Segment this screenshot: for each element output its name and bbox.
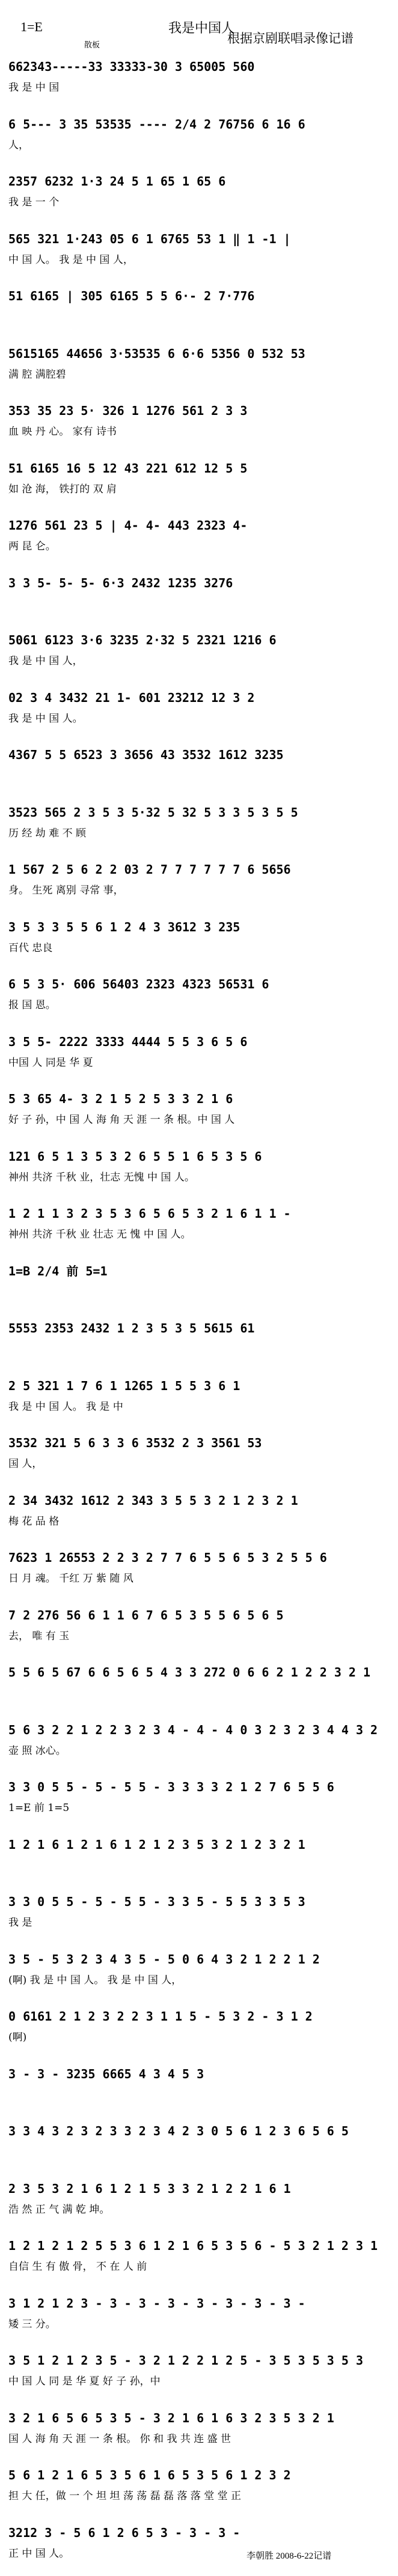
lyrics-line: (啊) 我 是 中 国 人。 我 是 中 国 人， (8, 1974, 182, 1986)
score-line (8, 1143, 390, 1200)
lyrics-line: 我 是 (8, 1917, 32, 1929)
lyrics-line: 中 国 人 同 是 华 夏 好 子 孙，中 (8, 2375, 161, 2387)
lyrics-line (8, 310, 390, 324)
lyrics-line: 矮 三 分。 (8, 2318, 56, 2330)
score-line (8, 2290, 390, 2347)
lyrics-line: 两 昆 仑。 (8, 540, 56, 552)
score-line (8, 2519, 390, 2576)
lyrics-line: 我 是 中 国 (8, 82, 60, 94)
score-line (8, 741, 390, 798)
score-line (8, 1028, 390, 1085)
lyrics-line: 我 是 中 国 人， (8, 655, 83, 667)
score-line (8, 1773, 390, 1830)
lyrics-line (8, 1285, 390, 1299)
score-line (8, 1429, 390, 1486)
score-line (8, 2003, 390, 2060)
notation-line: 7623 1 26553 2 2 3 2 7 7 6 5 5 6 5 3 2 5 5 6 (8, 1550, 327, 1565)
notation-line: 3 3 4 3 2 3 2 3 3 2 3 4 2 3 0 5 6 1 2 3 6 5 6 5 (8, 2124, 349, 2138)
lyrics-line (8, 2088, 390, 2102)
notation-line: 5 6 1 2 1 6 5 3 5 6 1 6 5 3 5 6 1 2 3 2 (8, 2468, 291, 2482)
lyrics-line: 国 人 海 角 天 涯 一 条 根。 你 和 我 共 连 盛 世 (8, 2432, 231, 2445)
lyrics-line: 报 国 恩。 (8, 999, 56, 1011)
notation-line: 3523 565 2 3 5 3 5·32 5 32 5 3 3 5 3 5 5 (8, 805, 298, 820)
notation-line: 3 2 1 6 5 6 5 3 5 - 3 2 1 6 1 6 3 2 3 5 3 2 1 (8, 2410, 334, 2425)
lyrics-line (8, 597, 390, 611)
notation-line: 3 1 2 1 2 3 - 3 - 3 - 3 - 3 - 3 - 3 - 3 - (8, 2296, 305, 2311)
lyrics-line: 我 是 中 国 人。 (8, 712, 83, 725)
lyrics-line: 百代 忠良 (8, 942, 53, 954)
score-line (8, 512, 390, 569)
notation-line: 4367 5 5 6523 3 3656 43 3532 1612 3235 (8, 748, 284, 762)
notation-line: 3 5 3 3 5 5 6 1 2 4 3 3612 3 235 (8, 919, 240, 934)
lyrics-line: 壶 照 冰心。 (8, 1744, 66, 1757)
key-signature: 1=E (20, 19, 43, 34)
score-line (8, 2404, 390, 2461)
notation-line: 5615165 44656 3·53535 6 6·6 5356 0 532 53 (8, 346, 305, 361)
score-line (8, 1257, 390, 1314)
lyrics-line: 好 子 孙，中 国 人 海 角 天 涯 一 条 根。中 国 人 (8, 1114, 235, 1126)
score-line (8, 684, 390, 741)
notation-line: 1 2 1 2 1 2 5 5 3 6 1 2 1 6 5 3 5 6 - 5 3 2 1 2 3 1 (8, 2239, 378, 2253)
lyrics-line: 历 经 劫 难 不 顾 (8, 827, 87, 839)
notation-line: 0 6161 2 1 2 3 2 2 3 1 1 5 - 5 3 2 - 3 1 2 (8, 2009, 313, 2024)
score-line (8, 970, 390, 1027)
lyrics-line: 神州 共济 千秋 业，壮志 无愧 中 国 人。 (8, 1171, 195, 1184)
notation-line: 5 5 6 5 67 6 6 5 6 5 4 3 3 272 0 6 6 2 1 2 2 3 2 1 (8, 1665, 371, 1680)
notation-line: 5 6 3 2 2 1 2 2 3 2 3 4 - 4 - 4 0 3 2 3 2 3 4 4 3 2 (8, 1722, 378, 1737)
score-line (8, 626, 390, 683)
lyrics-line: 身。 生死 离别 寻常 事， (8, 884, 124, 896)
score-line (8, 397, 390, 454)
score-line (8, 340, 390, 397)
score-line (8, 2175, 390, 2232)
lyrics-line: 神州 共济 千秋 业 壮志 无 愧 中 国 人。 (8, 1229, 191, 1241)
notation-line: 3 5 - 5 3 2 3 4 3 5 - 5 0 6 4 3 2 1 2 2 1 2 (8, 1952, 320, 1967)
notation-line: 1 567 2 5 6 2 2 03 2 7 7 7 7 7 7 6 5656 (8, 862, 291, 877)
notation-line: 3 - 3 - 3235 6665 4 3 4 5 3 (8, 2066, 204, 2081)
lyrics-line (8, 1858, 390, 1873)
score-line (8, 2060, 390, 2117)
notation-line: 3 3 0 5 5 - 5 - 5 5 - 3 3 5 - 5 5 3 3 5 3 (8, 1894, 305, 1909)
lyrics-line: 国 人， (8, 1458, 43, 1470)
notation-line: 565 321 1·243 05 6 1 6765 53 1 ‖ 1 -1 | (8, 231, 291, 246)
notation-line: 2357 6232 1·3 24 5 1 65 1 65 6 (8, 174, 226, 189)
score-line (8, 455, 390, 512)
score-line (8, 1314, 390, 1371)
transcription-credit: 根据京剧联唱录像记谱 (227, 31, 354, 46)
score-line (8, 799, 390, 856)
notation-line: 2 5 321 1 7 6 1 1265 1 5 5 3 6 1 (8, 1378, 240, 1393)
lyrics-line: (啊) (8, 2031, 27, 2043)
score-line (8, 1200, 390, 1257)
notation-line: 3212 3 - 5 6 1 2 6 5 3 - 3 - 3 - (8, 2525, 240, 2540)
notation-line: 1 2 1 6 1 2 1 6 1 2 1 2 3 5 3 2 1 2 3 2 1 (8, 1837, 305, 1852)
lyrics-line: 人， (8, 139, 29, 151)
score-line (8, 2461, 390, 2518)
notation-line: 3 5 5- 2222 3333 4444 5 5 3 6 5 6 (8, 1034, 248, 1049)
score-line (8, 1658, 390, 1716)
score-line (8, 1372, 390, 1429)
score-line (8, 225, 390, 282)
score-line (8, 282, 390, 339)
notation-line: 3 3 5- 5- 5- 6·3 2432 1235 3276 (8, 575, 233, 590)
notation-line: 02 3 4 3432 21 1- 601 23212 12 3 2 (8, 690, 255, 705)
lyrics-line (8, 2145, 390, 2159)
score-line (8, 1888, 390, 1945)
lyrics-line: 血 映 丹 心。 家有 诗书 (8, 426, 117, 438)
score-line (8, 1946, 390, 2003)
score-line (8, 168, 390, 225)
lyrics-line (8, 1342, 390, 1356)
notation-line: 6 5--- 3 35 53535 ---- 2/4 2 76756 6 16 6 (8, 116, 305, 132)
transcriber-signature: 李朝胜 2008-6-22记谱 (246, 2551, 332, 2561)
notation-line: 353 35 23 5· 326 1 1276 561 2 3 3 (8, 404, 248, 418)
score-line (8, 1487, 390, 1544)
notation-line: 1 2 1 1 3 2 3 5 3 6 5 6 5 3 2 1 6 1 1 - (8, 1206, 291, 1221)
notation-line: 7 2 276 56 6 1 1 6 7 6 5 3 5 5 6 5 6 5 (8, 1607, 284, 1622)
notation-line: 51 6165 | 305 6165 5 5 6·- 2 7·776 (8, 289, 255, 303)
score-line (8, 110, 390, 168)
lyrics-line: 去， 唯 有 玉 (8, 1630, 70, 1642)
notation-line: 3 5 1 2 1 2 3 5 - 3 2 1 2 2 1 2 5 - 3 5 3 5 3 5 3 (8, 2353, 364, 2368)
lyrics-line: 中 国 人。 我 是 中 国 人， (8, 253, 133, 266)
notation-line: 2 34 3432 1612 2 343 3 5 5 3 2 1 2 3 2 1 (8, 1493, 298, 1508)
notation-line: 51 6165 16 5 12 43 221 612 12 5 5 (8, 461, 248, 476)
notation-line: 6 5 3 5· 606 56403 2323 4323 56531 6 (8, 977, 269, 991)
lyrics-line (8, 769, 390, 783)
score-line (8, 1831, 390, 1888)
score-line (8, 1085, 390, 1142)
tempo-marking: 散板 (84, 40, 100, 49)
score-line (8, 1544, 390, 1601)
score-line (8, 53, 390, 110)
lyrics-line: 浩 然 正 气 满 乾 坤。 (8, 2203, 110, 2216)
lyrics-line: 我 是 中 国 人。 我 是 中 (8, 1400, 123, 1413)
lyrics-line: 我 是 一 个 (8, 196, 60, 208)
lyrics-line: 自信 生 有 傲 骨， 不 在 人 前 (8, 2261, 147, 2273)
notation-line: 1=B 2/4 前 5=1 (8, 1263, 108, 1278)
notation-line: 5061 6123 3·6 3235 2·32 5 2321 1216 6 (8, 633, 277, 647)
score-line (8, 1601, 390, 1658)
score-line (8, 856, 390, 913)
lyrics-line: 满 腔 满腔碧 (8, 368, 66, 381)
score-line (8, 2117, 390, 2174)
lyrics-line: 担 大 任，做 一 个 坦 坦 荡 荡 磊 磊 落 落 堂 堂 正 (8, 2490, 242, 2502)
lyrics-line: 正 中 国 人。 (8, 2547, 70, 2560)
lyrics-line: 梅 花 品 格 (8, 1515, 60, 1528)
notation-line: 2 3 5 3 2 1 6 1 2 1 5 3 3 2 1 2 2 1 6 1 (8, 2181, 291, 2196)
notation-line: 1276 561 23 5 | 4- 4- 443 2323 4- (8, 518, 248, 533)
notation-line: 3532 321 5 6 3 3 6 3532 2 3 3561 53 (8, 1436, 262, 1450)
score-line (8, 2232, 390, 2289)
score-line (8, 569, 390, 626)
lyrics-line: 中国 人 同是 华 夏 (8, 1056, 93, 1069)
notation-line: 5553 2353 2432 1 2 3 5 3 5 5615 61 (8, 1321, 255, 1335)
lyrics-line: 日 月 魂。 千红 万 紫 随 风 (8, 1573, 133, 1585)
score-line (8, 1716, 390, 1773)
lyrics-line: 1=E 前 1=5 (8, 1802, 70, 1814)
notation-line: 3 3 0 5 5 - 5 - 5 5 - 3 3 3 3 2 1 2 7 6 5 5 6 (8, 1780, 334, 1794)
page-title: 我是中国人 (168, 20, 235, 35)
lyrics-line (8, 1686, 390, 1701)
score-line (8, 913, 390, 970)
score-line (8, 2347, 390, 2404)
notation-line: 121 6 5 1 3 5 3 2 6 5 5 1 6 5 3 5 6 (8, 1149, 262, 1164)
notation-line: 5 3 65 4- 3 2 1 5 2 5 3 3 2 1 6 (8, 1092, 233, 1106)
notation-line: 662343-----33 33333-30 3 65005 560 (8, 59, 255, 74)
lyrics-line: 如 沧 海， 铁打的 双 肩 (8, 483, 117, 495)
